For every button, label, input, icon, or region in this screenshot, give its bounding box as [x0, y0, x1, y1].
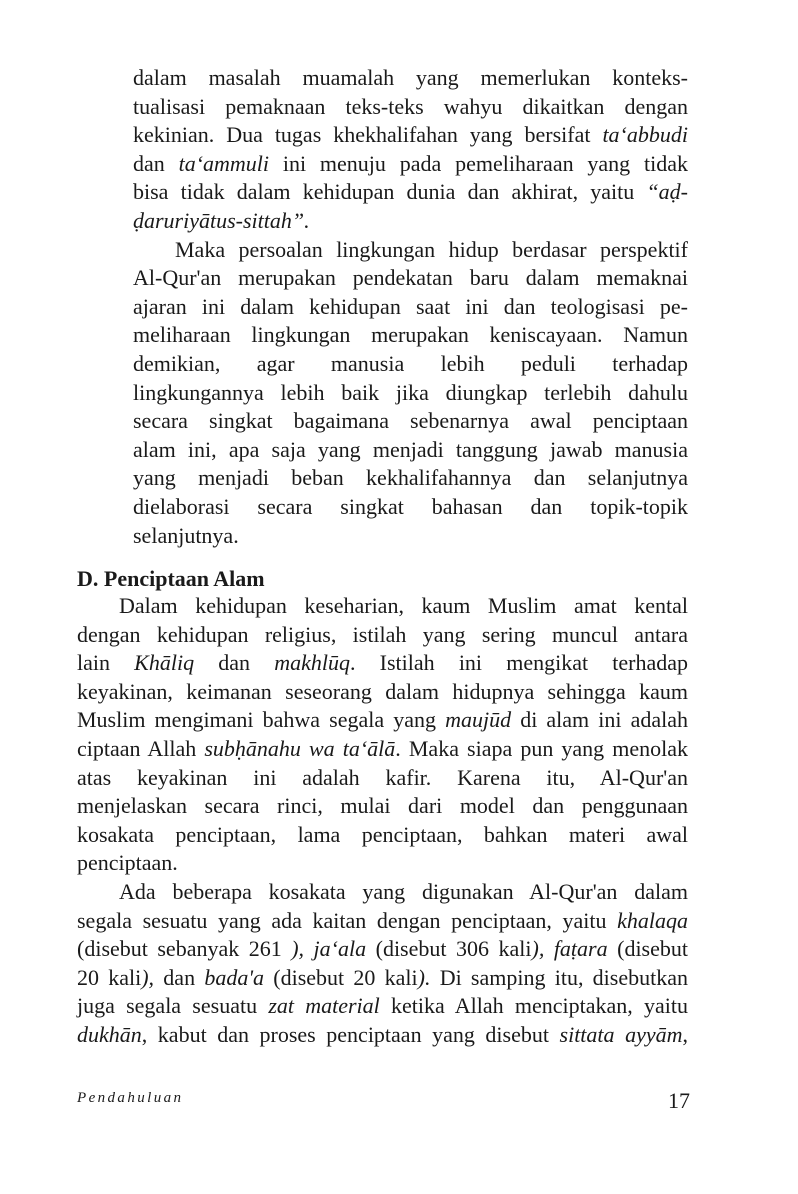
text-run: Al-Qur'an merupakan pendekatan baru dalam memaknai: [133, 265, 688, 291]
italic-term: “aḍ-: [646, 179, 688, 205]
text-line: [77, 1021, 688, 1050]
text-line: [77, 935, 688, 964]
italic-term: ḍaruriyātus-sittah”.: [133, 207, 310, 233]
text-run: . Istilah ini mengikat terhadap: [349, 650, 688, 676]
text-run: lain: [77, 650, 135, 676]
text-line: [77, 964, 688, 993]
text-run: Maka persoalan lingkungan hidup berdasar perspektif: [175, 236, 688, 262]
text-line: [77, 735, 688, 764]
text-line: [133, 64, 688, 93]
text-line: [133, 436, 688, 465]
text-run: ,: [682, 1021, 688, 1047]
text-line: [77, 621, 688, 650]
text-line: [133, 93, 688, 122]
text-run: . Maka siapa pun yang menolak: [395, 735, 688, 761]
italic-term: zat material: [268, 993, 380, 1019]
page-number: 17: [668, 1088, 690, 1113]
text-line: [77, 992, 688, 1021]
text-line: [133, 522, 688, 551]
italic-term: maujūd: [445, 707, 512, 733]
text-run: keyakinan, keimanan seseorang dalam hidupnya sehingga kaum: [77, 678, 688, 704]
text-line: [77, 878, 688, 907]
text-run: ini menuju pada pemeliharaan yang tidak: [269, 150, 688, 176]
text-line: [77, 678, 688, 707]
text-run: (disebut 20 kali: [264, 964, 418, 990]
text-line: [77, 792, 688, 821]
text-run: selanjutnya.: [133, 522, 239, 548]
text-line: [133, 379, 688, 408]
text-run: demikian, agar manusia lebih peduli terhadap: [133, 350, 688, 376]
text-line: [133, 293, 688, 322]
text-line: [77, 592, 688, 621]
italic-term: subḥānahu wa ta‘ālā: [204, 735, 396, 761]
text-line: [133, 236, 688, 265]
text-line: [133, 464, 688, 493]
text-run: Di samping itu, disebutkan: [430, 964, 689, 990]
italic-term: makhlūq: [274, 650, 350, 676]
text-run: (disebut 306 kali: [366, 936, 532, 962]
text-line: [133, 407, 688, 436]
text-line: [133, 321, 688, 350]
text-run: ketika Allah menciptakan, yaitu: [379, 993, 689, 1019]
text-run: ajaran ini dalam kehidupan saat ini dan teologisasi pe-: [133, 293, 688, 319]
italic-term: ).: [417, 964, 431, 990]
text-run: tualisasi pemaknaan teks-teks wahyu dikaitkan dengan: [133, 93, 688, 119]
text-run: (disebut sebanyak 261: [77, 936, 292, 962]
text-run: Muslim mengimani bahwa segala yang: [77, 707, 446, 733]
text-line: [77, 907, 688, 936]
text-run: 20 kali: [77, 964, 142, 990]
text-run: penciptaan.: [77, 850, 178, 876]
text-run: dielaborasi secara singkat bahasan dan topik-topik: [133, 493, 688, 519]
body-text-top: [133, 64, 688, 550]
text-run: atas keyakinan ini adalah kafir. Karena itu, Al-Qur'an: [77, 764, 688, 790]
text-run: di alam ini adalah: [511, 707, 688, 733]
text-run: Dalam kehidupan keseharian, kaum Muslim amat kental: [119, 593, 688, 618]
italic-term: ta‘abbudi: [602, 122, 688, 148]
italic-term: ta‘ammuli: [178, 150, 270, 176]
italic-term: bada'a: [204, 964, 265, 990]
text-line: [133, 121, 688, 150]
text-line: [133, 350, 688, 379]
text-run: ciptaan Allah: [77, 735, 205, 761]
text-run: alam ini, apa saja yang menjadi tanggung jawab manusia: [133, 436, 688, 462]
text-line: [77, 764, 688, 793]
text-run: kosakata penciptaan, lama penciptaan, bahkan materi awal: [77, 821, 688, 847]
text-run: (disebut: [607, 936, 689, 962]
text-run: segala sesuatu yang ada kaitan dengan penciptaan, yaitu: [77, 907, 618, 933]
text-run: dan: [154, 964, 205, 990]
text-run: dengan kehidupan religius, istilah yang sering muncul antara: [77, 621, 688, 647]
italic-term: ), faṭara: [531, 936, 608, 962]
text-run: dan: [133, 150, 179, 176]
text-run: dan: [194, 650, 275, 676]
text-line: [77, 821, 688, 850]
text-line: [133, 207, 688, 236]
text-line: [133, 150, 688, 179]
text-run: lingkungannya lebih baik jika diungkap terlebih dahulu: [133, 379, 688, 405]
italic-term: sittata ayyām: [559, 1021, 683, 1047]
text-run: menjelaskan secara rinci, mulai dari model dan penggunaan: [77, 793, 688, 819]
text-run: Ada beberapa kosakata yang digunakan Al-Qur'an dalam: [119, 878, 688, 904]
text-run: yang menjadi beban kekhalifahannya dan selanjutnya: [133, 465, 688, 491]
text-run: bisa tidak dalam kehidupan dunia dan akhirat, yaitu: [133, 179, 647, 205]
italic-term: ),: [141, 964, 155, 990]
text-run: kekinian. Dua tugas khekhalifahan yang bersifat: [133, 122, 603, 148]
running-title: Pendahuluan: [77, 1090, 184, 1106]
italic-term: khalaqa: [617, 907, 688, 933]
text-run: secara singkat bagaimana sebenarnya awal penciptaan: [133, 408, 688, 434]
section-heading: D. Penciptaan Alam: [77, 566, 265, 591]
text-line: [133, 178, 688, 207]
italic-term: ), ja‘ala: [291, 936, 367, 962]
text-line: [77, 649, 688, 678]
text-line: [77, 706, 688, 735]
text-line: [133, 264, 688, 293]
text-line: [133, 493, 688, 522]
body-text-bottom: [77, 592, 688, 1050]
text-run: meliharaan lingkungan merupakan keniscayaan. Namun: [133, 322, 688, 348]
text-run: juga segala sesuatu: [77, 993, 269, 1019]
text-line: [77, 849, 688, 878]
text-run: , kabut dan proses penciptaan yang disebut: [141, 1021, 560, 1047]
italic-term: dukhān: [77, 1021, 142, 1047]
italic-term: Khāliq: [134, 650, 195, 676]
text-run: dalam masalah muamalah yang memerlukan konteks-: [133, 65, 688, 90]
